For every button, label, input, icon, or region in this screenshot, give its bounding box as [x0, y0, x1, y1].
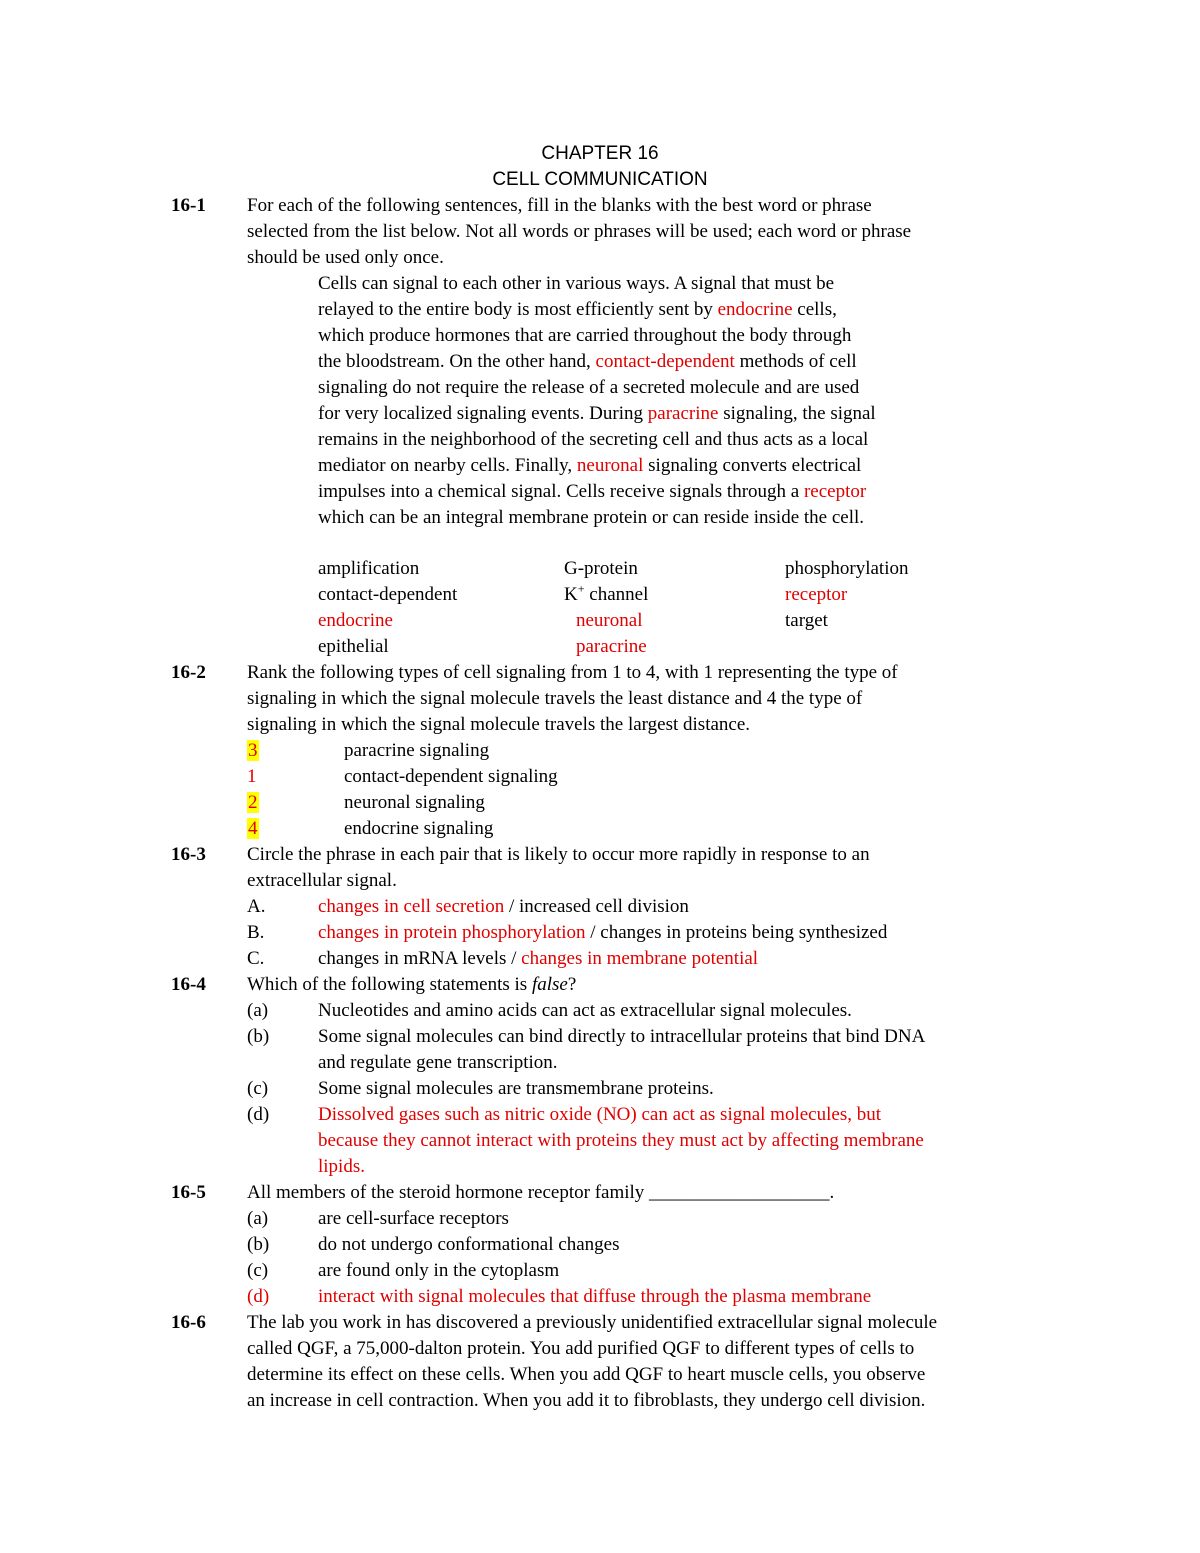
option-letter: (c)	[247, 1260, 269, 1281]
question-number-16-4: 16-4	[171, 974, 206, 995]
correct-answer-text: Dissolved gases such as nitric oxide (NO) can act as signal molecules, but	[318, 1104, 881, 1125]
option-letter: C.	[247, 948, 265, 969]
option-letter-correct: (d)	[247, 1286, 270, 1307]
circled-answer: changes in protein phosphorylation	[318, 922, 586, 943]
circled-answer: changes in cell secretion	[318, 896, 505, 917]
word-list-item: amplification	[318, 558, 420, 579]
chapter-number: CHAPTER 16	[541, 143, 659, 164]
correct-answer-text: because they cannot interact with proteins they must act by affecting membrane	[318, 1130, 924, 1151]
passage-line	[318, 453, 861, 479]
superscript-plus: +	[577, 581, 585, 596]
option-letter: (b)	[247, 1026, 270, 1047]
correct-answer-text: interact with signal molecules that diffuse through the plasma membrane	[318, 1286, 872, 1307]
answer-receptor: receptor	[803, 481, 867, 502]
q3-prompt-line: extracellular signal.	[247, 870, 397, 891]
answer-paracrine: paracrine	[647, 403, 719, 424]
question-number-16-1: 16-1	[171, 195, 206, 216]
q1-prompt-line: For each of the following sentences, fill in the blanks with the best word or phrase	[247, 195, 872, 216]
option-text	[318, 920, 887, 946]
option-text: are cell-surface receptors	[318, 1208, 509, 1229]
circled-answer: changes in membrane potential	[521, 948, 759, 969]
rank-row	[247, 790, 259, 816]
option-text: Some signal molecules can bind directly to intracellular proteins that bind DNA	[318, 1026, 926, 1047]
passage-text: signaling, the signal	[718, 403, 876, 424]
option-letter: (a)	[247, 1208, 269, 1229]
q2-prompt-line: signaling in which the signal molecule travels the least distance and 4 the type of	[247, 688, 863, 709]
passage-line: remains in the neighborhood of the secreting cell and thus acts as a local	[318, 429, 869, 450]
option-letter: (d)	[247, 1104, 270, 1125]
option-text: and regulate gene transcription.	[318, 1052, 558, 1073]
option-text: are found only in the cytoplasm	[318, 1260, 560, 1281]
passage-text: impulses into a chemical signal. Cells receive signals through a	[318, 481, 804, 502]
other-choice: / increased cell division	[504, 896, 689, 917]
option-letter: (b)	[247, 1234, 270, 1255]
rank-label: contact-dependent signaling	[344, 766, 558, 787]
word-list-item: target	[785, 610, 828, 631]
word-list-item-used: endocrine	[318, 610, 393, 631]
word-list-item: epithelial	[318, 636, 389, 657]
q2-prompt-line: signaling in which the signal molecule travels the largest distance.	[247, 714, 751, 735]
q6-text-line: determine its effect on these cells. When you add QGF to heart muscle cells, you observe	[247, 1364, 926, 1385]
option-letter: B.	[247, 922, 265, 943]
rank-answer: 1	[247, 766, 257, 787]
passage-line	[318, 479, 866, 505]
correct-answer-text: lipids.	[318, 1156, 365, 1177]
prompt-text: Which of the following statements is	[247, 974, 532, 995]
question-number-16-3: 16-3	[171, 844, 206, 865]
passage-line	[318, 401, 876, 427]
q6-text-line: The lab you work in has discovered a previously unidentified extracellular signal molecule	[247, 1312, 938, 1333]
word-list-item-used: neuronal	[576, 610, 643, 631]
passage-line: which can be an integral membrane protein or can reside inside the cell.	[318, 507, 865, 528]
passage-line: which produce hormones that are carried throughout the body through	[318, 325, 852, 346]
emphasis-false: false	[531, 974, 568, 995]
q2-prompt-line: Rank the following types of cell signaling from 1 to 4, with 1 representing the type of	[247, 662, 898, 683]
prompt-text: ?	[567, 974, 577, 995]
question-number-16-5: 16-5	[171, 1182, 206, 1203]
word-list-item-used: paracrine	[576, 636, 647, 657]
passage-line: signaling do not require the release of a secreted molecule and are used	[318, 377, 860, 398]
option-text: Some signal molecules are transmembrane proteins.	[318, 1078, 714, 1099]
passage-text: the bloodstream. On the other hand,	[318, 351, 596, 372]
option-text	[318, 946, 758, 972]
word-list-item-used: receptor	[785, 584, 848, 605]
q6-text-line: an increase in cell contraction. When you add it to fibroblasts, they undergo cell division.	[247, 1390, 926, 1411]
answer-contact-dependent: contact-dependent	[595, 351, 735, 372]
option-letter: A.	[247, 896, 266, 917]
potassium-symbol: K	[564, 584, 578, 605]
passage-text: relayed to the entire body is most efficiently sent by	[318, 299, 718, 320]
passage-text: methods of cell	[734, 351, 857, 372]
option-text: do not undergo conformational changes	[318, 1234, 620, 1255]
word-list-item: contact-dependent	[318, 584, 458, 605]
rank-label: neuronal signaling	[344, 792, 485, 813]
answer-endocrine: endocrine	[717, 299, 793, 320]
other-choice: changes in mRNA levels /	[318, 948, 522, 969]
q4-prompt	[247, 972, 576, 998]
passage-line	[318, 297, 837, 323]
word-text: channel	[584, 584, 649, 605]
word-list-item: G-protein	[564, 558, 638, 579]
question-number-16-2: 16-2	[171, 662, 206, 683]
passage-line: Cells can signal to each other in various ways. A signal that must be	[318, 273, 835, 294]
q3-prompt-line: Circle the phrase in each pair that is likely to occur more rapidly in response to an	[247, 844, 870, 865]
q6-text-line: called QGF, a 75,000-dalton protein. You add purified QGF to different types of cells to	[247, 1338, 915, 1359]
q5-prompt: All members of the steroid hormone receptor family ___________________.	[247, 1182, 835, 1203]
rank-row	[247, 764, 257, 790]
option-letter: (a)	[247, 1000, 269, 1021]
word-list-item: phosphorylation	[785, 558, 909, 579]
question-number-16-6: 16-6	[171, 1312, 206, 1333]
q1-prompt-line: should be used only once.	[247, 247, 444, 268]
rank-label: paracrine signaling	[344, 740, 490, 761]
chapter-title: CELL COMMUNICATION	[492, 169, 708, 190]
rank-row	[247, 816, 259, 842]
option-letter: (c)	[247, 1078, 269, 1099]
passage-text: mediator on nearby cells. Finally,	[318, 455, 577, 476]
passage-text: signaling converts electrical	[643, 455, 862, 476]
rank-label: endocrine signaling	[344, 818, 494, 839]
answer-neuronal: neuronal	[576, 455, 644, 476]
rank-answer: 3	[248, 740, 258, 761]
passage-text: for very localized signaling events. During	[318, 403, 648, 424]
rank-answer: 2	[248, 792, 258, 813]
rank-row	[247, 738, 259, 764]
option-text: Nucleotides and amino acids can act as extracellular signal molecules.	[318, 1000, 852, 1021]
q1-prompt-line: selected from the list below. Not all words or phrases will be used; each word or phrase	[247, 221, 912, 242]
rank-answer: 4	[248, 818, 258, 839]
passage-line	[318, 349, 857, 375]
passage-text: cells,	[792, 299, 837, 320]
option-text	[318, 894, 689, 920]
word-list-item	[564, 582, 648, 608]
other-choice: / changes in proteins being synthesized	[585, 922, 888, 943]
